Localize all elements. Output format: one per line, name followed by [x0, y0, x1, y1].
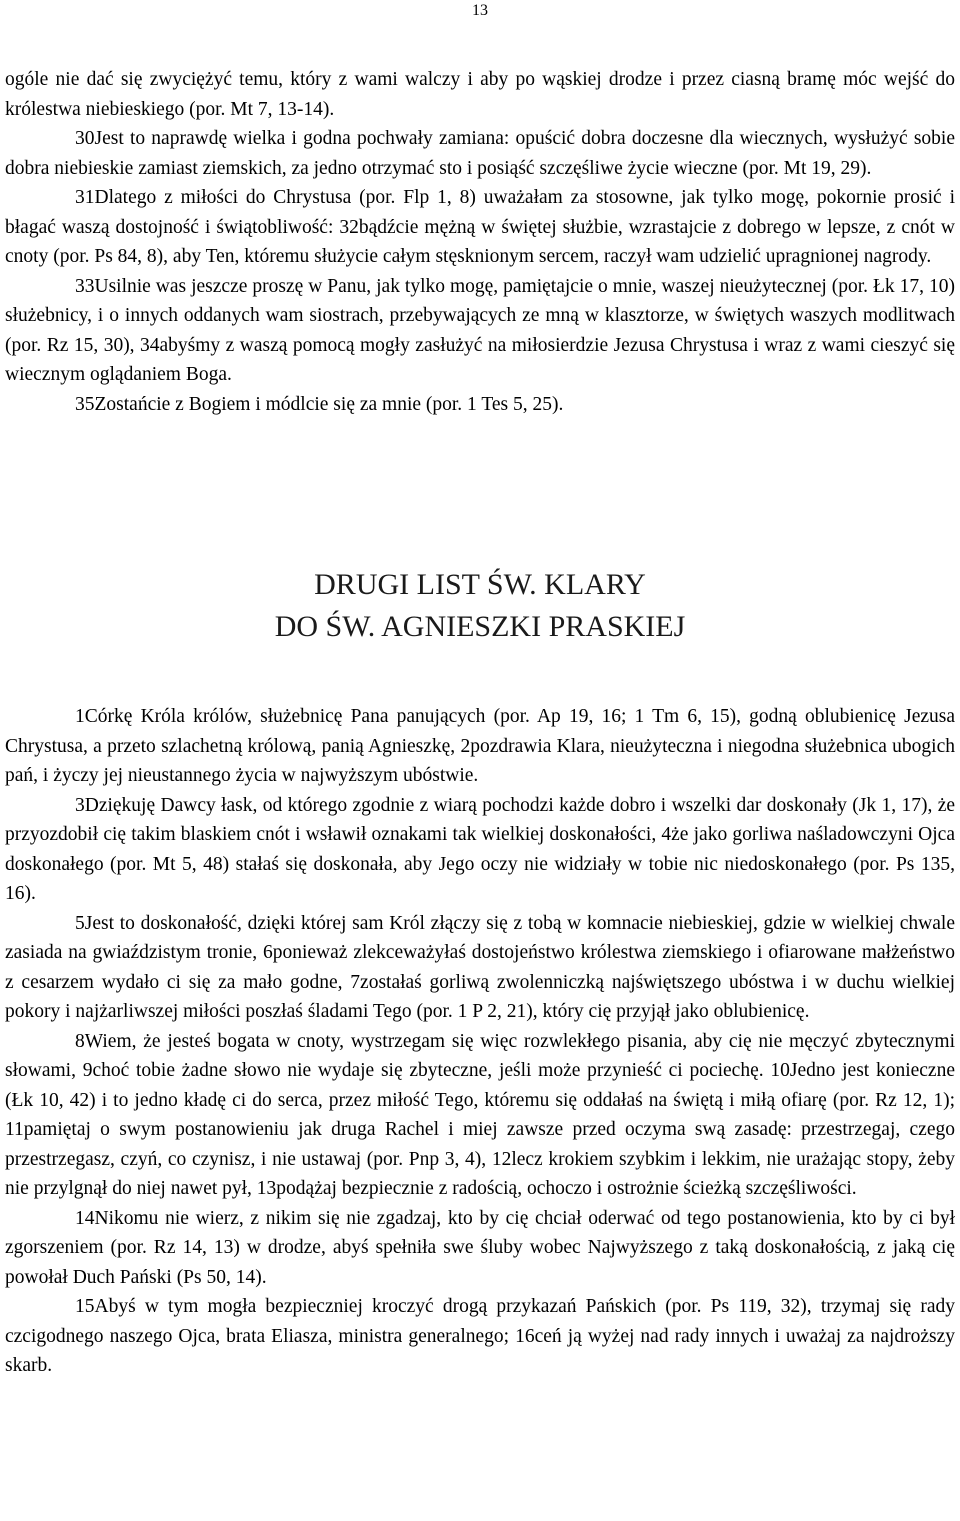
- paragraph-closing-exhortation: ogóle nie dać się zwyciężyć temu, który z wami walczy i aby po wąskiej drodze i przez ciasną bramę móc wejść do królestwa niebieskiego (por. Mt 7, 13-14).: [5, 69, 955, 120]
- paragraph-verse-14: 14Nikomu nie wierz, z nikim się nie zgadzaj, kto by cię chciał oderwać od tego postanowienia, kto by ci był zgorszeniem (por. Rz 14, 13) w drodze, abyś spełniła swe śluby wobec Najwyższego z taką doskonałością, z jaką cię powołał Duch Pański (Ps 50, 14).: [5, 1207, 955, 1288]
- paragraph-verse-33: 33Usilnie was jeszcze proszę w Panu, jak tylko mogę, pamiętajcie o mnie, waszej nieużytecznej (por. Łk 17, 10) służebnicy, i o innych oddanych wam siostrach, przebywających ze mną w klasztorze, w świętych waszych modlitwach (por. Rz 15, 30), 34abyśmy z waszą pomocą mogły zasłużyć na miłosierdzie Jezusa Chrystusa i wraz z wami cieszyć się wiecznym oglądaniem Boga.: [5, 275, 955, 385]
- page-number: 13: [472, 2, 488, 19]
- paragraph-verse-1: 1Córkę Króla królów, służebnicę Pana panujących (por. Ap 19, 16; 1 Tm 6, 15), godną oblubienicę Jezusa Chrystusa, a przeto szlachetną królową, panią Agnieszkę, 2pozdrawia Klara, nieużyteczna i niegodna służebnica ubogich pań, i życzy jej nieustannego życia w najwyższym ubóstwie.: [5, 706, 955, 786]
- paragraph-verse-3: 3Dziękuję Dawcy łask, od którego zgodnie z wiarą pochodzi każde dobro i wszelki dar doskonały (Jk 1, 17), że przyozdobił cię takim blaskiem cnót i wsławił oznakami tak wielkiej doskonałości, 4że jako gorliwa naśladowczyni Ojca doskonałego (por. Mt 5, 48) stałaś się doskonała, aby Jego oczy nie widziały w tobie nic niedoskonałego (por. Ps 135, 16).: [5, 794, 955, 904]
- paragraph-verse-30: 30Jest to naprawdę wielka i godna pochwały zamiana: opuścić dobra doczesne dla wiecznych, wysłużyć sobie dobra niebieskie zamiast ziemskich, za jedno otrzymać sto i posiąść szczęśliwe życie wieczne (por. Mt 19, 29).: [5, 128, 955, 179]
- second-letter-body: [5, 702, 955, 1381]
- paragraph-verse-31: 31Dlatego z miłości do Chrystusa (por. Flp 1, 8) uważałam za stosowne, jak tylko mogę, pokornie prosić i błagać waszą dostojność i świątobliwość: 32bądźcie mężną w świętej służbie, wzrastajcie z dobrego w lepsze, z cnót w cnoty (por. Ps 84, 8), aby Ten, któremu służycie całym stęsknionym sercem, raczył wam udzielić upragnionej nagrody.: [5, 187, 955, 267]
- paragraph-verse-35: 35Zostańcie z Bogiem i módlcie się za mnie (por. 1 Tes 5, 25).: [75, 393, 564, 415]
- letter-title-line-2: DO ŚW. AGNIESZKI PRASKIEJ: [274, 610, 686, 643]
- paragraph-verse-5: 5Jest to doskonałość, dzięki której sam Król złączy się z tobą w komnacie niebieskiej, gdzie w wielkiej chwale zasiada na gwiaździstym tronie, 6ponieważ zlekceważyłaś dostojeństwo królestwa ziemskiego i ofiarowane małżeństwo z cesarzem wydało ci się za mało godne, 7zostałaś gorliwą zwolenniczką najświętszego ubóstwa i w duchu wielkiej pokory i najżarliwszej miłości poszłaś śladami Tego (por. 1 P 2, 21), który cię przyjął jako oblubienicę.: [5, 912, 955, 1022]
- letter-title-line-1: DRUGI LIST ŚW. KLARY: [314, 568, 646, 601]
- letter-continuation: [5, 65, 955, 419]
- paragraph-verse-15: 15Abyś w tym mogła bezpieczniej kroczyć drogą przykazań Pańskich (por. Ps 119, 32), trzymaj się rady czcigodnego naszego Ojca, brata Eliasza, ministra generalnego; 16ceń ją wyżej nad rady innych i uważaj za najdroższy skarb.: [5, 1296, 955, 1376]
- paragraph-verse-8: 8Wiem, że jesteś bogata w cnoty, wystrzegam się więc rozwlekłego pisania, aby cię nie męczyć zbytecznymi słowami, 9choć tobie żadne słowo nie wydaje się zbyteczne, jeśli może przynieść ci pociechę. 10Jedno jest konieczne (Łk 10, 42) i to jedno kładę ci do serca, przez miłość Tego, któremu się oddałaś na świętą i miłą ofiarę (por. Rz 12, 1); 11pamiętaj o swym postanowieniu jak druga Rachel i miej zawsze przed oczyma swą zasadę: przestrzegaj, czego przestrzegasz, czyń, co czynisz, i nie ustawaj (por. Pnp 3, 4), 12lecz krokiem szybkim i lekkim, nie urażając stopy, żeby nie przylgnął do niej nawet pył, 13podążaj bezpiecznie z radością, ochoczo i ostrożnie ścieżką szczęśliwości.: [5, 1030, 955, 1199]
